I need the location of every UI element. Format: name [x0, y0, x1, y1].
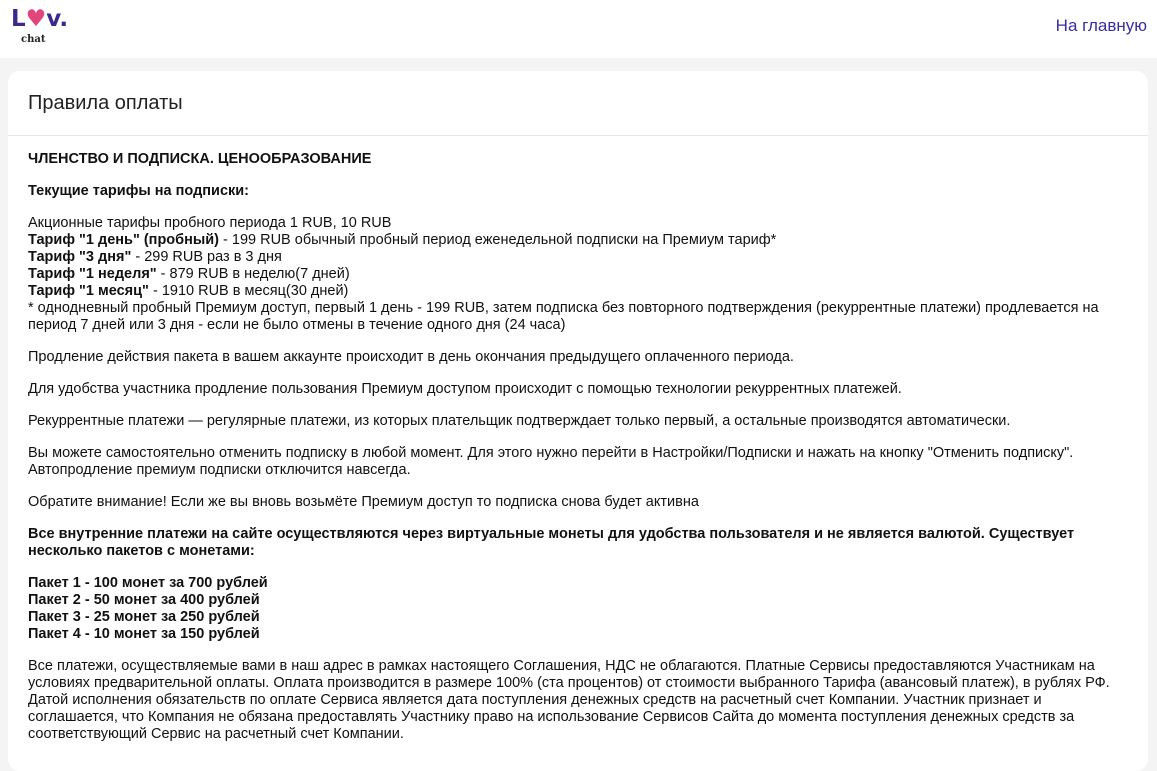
- tariff-item: Тариф "1 день" (пробный) - 199 RUB обычный пробный период еженедельной подписки на Премиум тариф*: [28, 232, 777, 248]
- page-title: Правила оплаты: [28, 92, 183, 114]
- logo-subtitle: chat: [21, 34, 46, 45]
- tariffs-heading: Текущие тарифы на подписки:: [28, 183, 250, 199]
- section-heading: ЧЛЕНСТВО И ПОДПИСКА. ЦЕНООБРАЗОВАНИЕ: [28, 151, 372, 167]
- package-item: Пакет 4 - 10 монет за 150 рублей: [28, 626, 260, 642]
- tariff-item: Тариф "1 месяц" - 1910 RUB в месяц(30 дней): [28, 283, 349, 299]
- paragraph-renewal: Продление действия пакета в вашем аккаунте происходит в день окончания предыдущего оплаченного периода.: [28, 349, 794, 365]
- tariff-item: Тариф "3 дня" - 299 RUB раз в 3 дня: [28, 249, 282, 265]
- home-link[interactable]: На главную: [1055, 16, 1147, 35]
- coins-heading: Все внутренние платежи на сайте осуществляются через виртуальные монеты для удобства пользователя и не является валютой. Существует несколько пакетов с монетами:: [28, 526, 1075, 559]
- logo[interactable]: [11, 6, 73, 48]
- package-item: Пакет 1 - 100 монет за 700 рублей: [28, 575, 268, 591]
- content-card: [8, 71, 1148, 771]
- package-item: Пакет 2 - 50 монет за 400 рублей: [28, 592, 260, 608]
- divider: [8, 135, 1148, 136]
- paragraph-recurrent-tech: Для удобства участника продление пользования Премиум доступом происходит с помощью технологии рекуррентных платежей.: [28, 381, 902, 397]
- paragraph-autorenew-off: Автопродление премиум подписки отключится навсегда.: [28, 462, 411, 478]
- paragraph-cancel: Вы можете самостоятельно отменить подписку в любой момент. Для этого нужно перейти в Настройки/Подписки и нажать на кнопку "Отменить подписку".: [28, 445, 1074, 461]
- rules-text: [28, 151, 1128, 758]
- paragraph-recurrent-definition: Рекуррентные платежи — регулярные платежи, из которых плательщик подтверждает только первый, а остальные производятся автоматически.: [28, 413, 1011, 429]
- logo-wordmark: L♥v.: [11, 6, 69, 32]
- paragraph-payments: Все платежи, осуществляемые вами в наш адрес в рамках настоящего Соглашения, НДС не облагаются. Платные Сервисы предоставляются Участникам на условиях предварительной оплаты. Оплата производится в размере 100% (ста процентов) от стоимости выбранного Тарифа (авансовый платеж), в рублях РФ. Датой исполнения обязательств по оплате Сервиса является дата поступления денежных средств на расчетный счет Компании. Участник признает и соглашается, что Компания не обязана предоставлять Участнику право на использование Сервисов Сайта до момента поступления денежных средств за соответствующий Сервис на расчетный счет Компании.: [28, 658, 1110, 742]
- paragraph-attention: Обратите внимание! Если же вы вновь возьмёте Премиум доступ то подписка снова будет активна: [28, 494, 699, 510]
- heart-icon: ♥: [25, 6, 47, 32]
- tariff-footnote: * однодневный пробный Премиум доступ, первый 1 день - 199 RUB, затем подписка без повторного подтверждения (рекуррентные платежи) продлевается на период 7 дней или 3 дня - если не было отмены в течение одного дня (24 часа): [28, 300, 1099, 333]
- tariff-item: Тариф "1 неделя" - 879 RUB в неделю(7 дней): [28, 266, 350, 282]
- package-item: Пакет 3 - 25 монет за 250 рублей: [28, 609, 260, 625]
- promo-line: Акционные тарифы пробного периода 1 RUB, 10 RUB: [28, 215, 392, 231]
- top-bar: [0, 0, 1157, 58]
